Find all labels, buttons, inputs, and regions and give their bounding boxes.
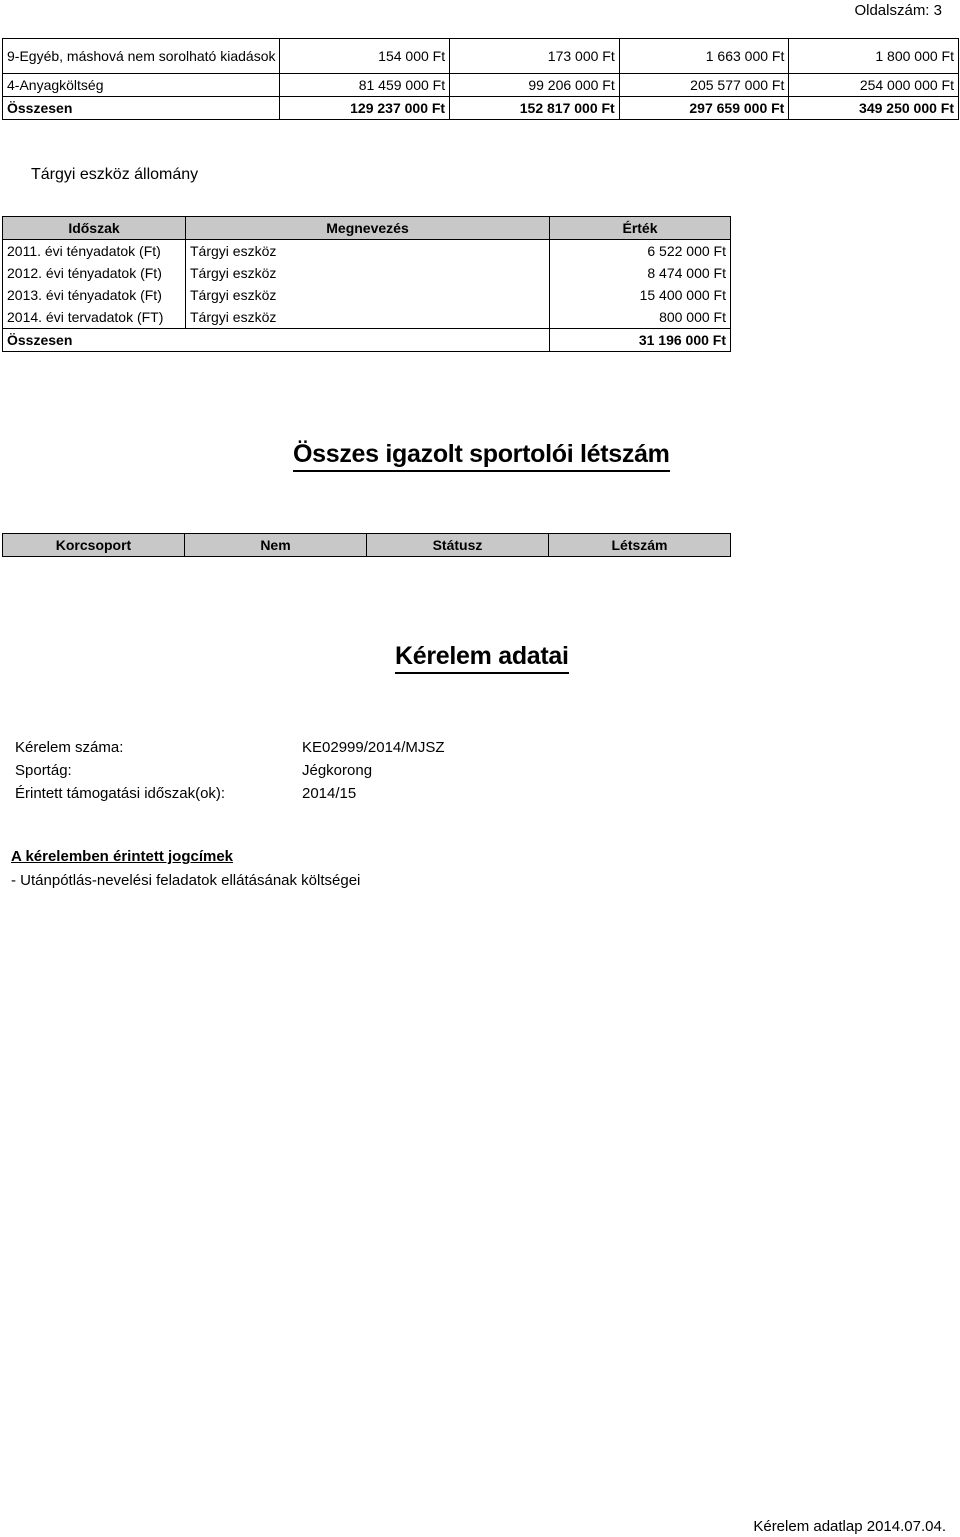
request-number-value: KE02999/2014/MJSZ xyxy=(302,739,445,756)
column-header-age-group: Korcsoport xyxy=(3,534,185,557)
field-label: Sportág: xyxy=(15,762,72,779)
row-label: 9-Egyéb, máshová nem sorolható kiadások xyxy=(3,39,280,74)
field-label: Érintett támogatási időszak(ok): xyxy=(15,785,226,802)
request-section-title: Kérelem adatai xyxy=(395,642,569,674)
cell-value: 297 659 000 Ft xyxy=(619,97,789,120)
total-value: 31 196 000 Ft xyxy=(550,329,731,352)
table-total-row xyxy=(3,329,731,352)
cell-value: 800 000 Ft xyxy=(550,306,731,329)
cell-value: 129 237 000 Ft xyxy=(280,97,450,120)
table-total-row xyxy=(3,97,959,120)
cell-value: 6 522 000 Ft xyxy=(550,240,731,263)
list-item: - Utánpótlás-nevelési feladatok ellátásának költségei xyxy=(11,872,361,889)
row-label: 4-Anyagköltség xyxy=(3,74,280,97)
cell-value: 152 817 000 Ft xyxy=(450,97,620,120)
cell-period: 2012. évi tényadatok (Ft) xyxy=(3,262,186,284)
table-row xyxy=(3,262,731,284)
cell-value: 1 663 000 Ft xyxy=(619,39,789,74)
legal-titles-heading: A kérelemben érintett jogcímek xyxy=(11,848,234,865)
support-period-value: 2014/15 xyxy=(302,785,357,802)
table-row xyxy=(3,74,959,97)
asset-table xyxy=(2,216,731,352)
cell-period: 2011. évi tényadatok (Ft) xyxy=(3,240,186,263)
cell-value: 154 000 Ft xyxy=(280,39,450,74)
row-label: Összesen xyxy=(3,97,280,120)
column-header-period: Időszak xyxy=(3,217,186,240)
athlete-section-title: Összes igazolt sportolói létszám xyxy=(293,440,670,472)
cell-value: 8 474 000 Ft xyxy=(550,262,731,284)
cell-name: Tárgyi eszköz xyxy=(186,240,550,263)
cell-value: 254 000 000 Ft xyxy=(789,74,959,97)
cell-value: 15 400 000 Ft xyxy=(550,284,731,306)
table-header-row xyxy=(3,534,731,557)
table-row xyxy=(3,240,731,263)
field-label: Kérelem száma: xyxy=(15,739,124,756)
sport-value: Jégkorong xyxy=(302,762,373,779)
column-header-count: Létszám xyxy=(549,534,731,557)
cell-value: 1 800 000 Ft xyxy=(789,39,959,74)
column-header-value: Érték xyxy=(550,217,731,240)
cell-value: 99 206 000 Ft xyxy=(450,74,620,97)
column-header-status: Státusz xyxy=(367,534,549,557)
cell-name: Tárgyi eszköz xyxy=(186,306,550,329)
cost-table xyxy=(2,38,959,120)
column-header-name: Megnevezés xyxy=(186,217,550,240)
cell-period: 2013. évi tényadatok (Ft) xyxy=(3,284,186,306)
table-row xyxy=(3,284,731,306)
column-header-gender: Nem xyxy=(185,534,367,557)
cell-name: Tárgyi eszköz xyxy=(186,262,550,284)
table-row xyxy=(3,39,959,74)
table-header-row xyxy=(3,217,731,240)
cell-value: 349 250 000 Ft xyxy=(789,97,959,120)
page-number: Oldalszám: 3 xyxy=(854,2,942,19)
total-label: Összesen xyxy=(3,329,550,352)
cell-value: 81 459 000 Ft xyxy=(280,74,450,97)
page-footer: Kérelem adatlap 2014.07.04. xyxy=(753,1518,946,1535)
cell-value: 173 000 Ft xyxy=(450,39,620,74)
asset-section-heading: Tárgyi eszköz állomány xyxy=(31,166,199,183)
cell-name: Tárgyi eszköz xyxy=(186,284,550,306)
athlete-table xyxy=(2,533,731,557)
cell-period: 2014. évi tervadatok (FT) xyxy=(3,306,186,329)
cell-value: 205 577 000 Ft xyxy=(619,74,789,97)
table-row xyxy=(3,306,731,329)
